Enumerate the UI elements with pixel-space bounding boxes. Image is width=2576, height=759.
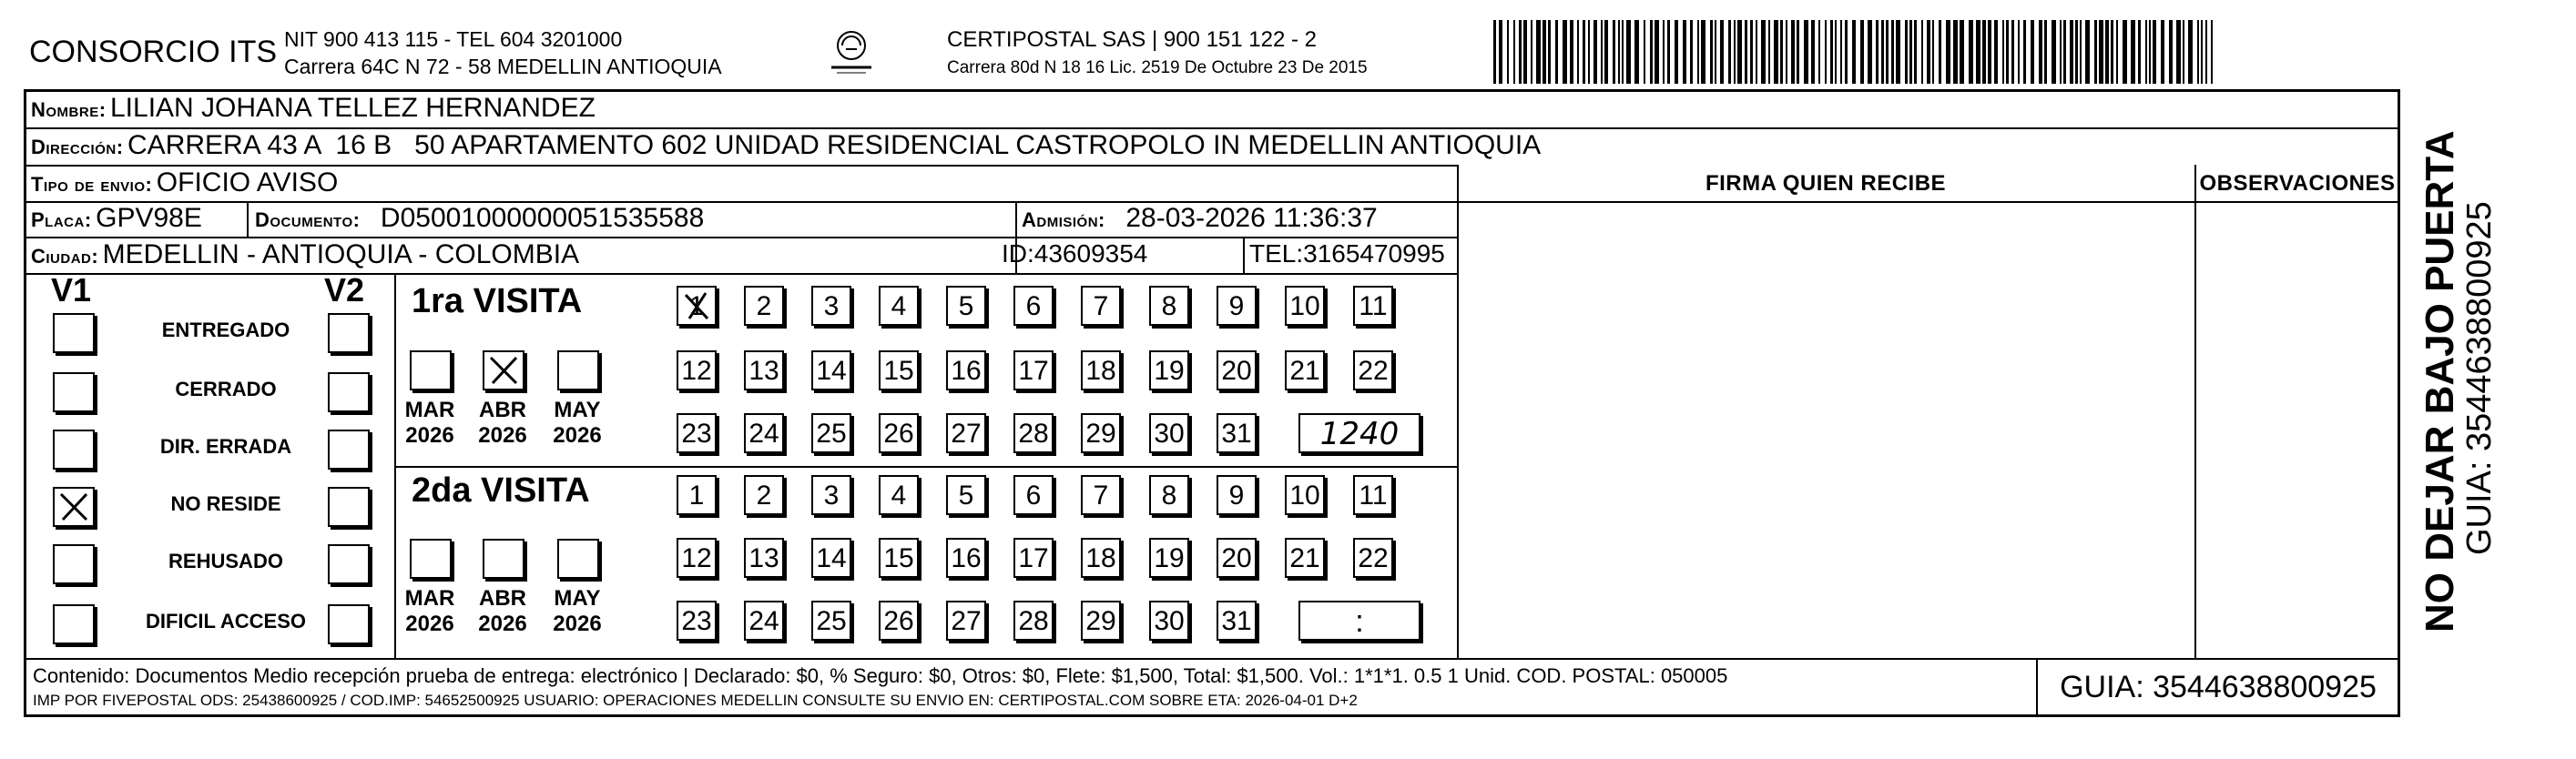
side-warning: NO DEJAR BAJO PUERTA	[2418, 130, 2462, 632]
visit2-day-box[interactable]: 14	[811, 538, 851, 578]
visit2-day-box[interactable]: 9	[1217, 475, 1257, 515]
id-value: 43609354	[1033, 239, 1148, 268]
plate-value: GPV98E	[96, 203, 202, 233]
visit2-month-label: MAR 2026	[404, 586, 455, 636]
barcode-bar	[1745, 20, 1747, 84]
row-line	[25, 165, 1459, 167]
barcode-bar	[1601, 20, 1603, 84]
signature-header: FIRMA QUIEN RECIBE	[1705, 171, 1947, 196]
col-line	[1457, 165, 1459, 658]
barcode-bar	[2116, 20, 2118, 84]
visit1-month-checkbox[interactable]	[410, 350, 452, 390]
visit1-day-box[interactable]: 19	[1149, 350, 1189, 390]
city-row	[31, 239, 579, 270]
reason-label: DIR. ERRADA	[159, 435, 292, 458]
v1-checkbox[interactable]	[53, 372, 95, 412]
barcode-bar	[1626, 20, 1631, 84]
visit1-day-box[interactable]: 30	[1149, 413, 1189, 453]
barcode-bar	[1852, 20, 1856, 84]
barcode-bar	[2188, 20, 2193, 84]
barcode-bar	[2105, 20, 2109, 84]
admission-value: 28-03-2026 11:36:37	[1125, 203, 1378, 233]
id-row	[1002, 239, 1147, 268]
barcode-bar	[2145, 20, 2147, 84]
barcode-bar	[2085, 20, 2090, 84]
v1-checkbox[interactable]	[53, 604, 95, 644]
barcode-bar	[1994, 20, 1998, 84]
carrier-license: Carrera 80d N 18 16 Lic. 2519 De Octubre 23 De 2015	[947, 58, 1368, 77]
barcode-bar	[1613, 20, 1615, 84]
reason-label: DIFICIL ACCESO	[145, 610, 306, 632]
barcode-bar	[1868, 20, 1872, 84]
visit2-day-box[interactable]: 4	[879, 475, 919, 515]
barcode-bar	[1577, 20, 1579, 84]
barcode-bar	[2002, 20, 2004, 84]
visit2-day-box[interactable]: 29	[1081, 601, 1121, 641]
barcode-bar	[1622, 20, 1624, 84]
barcode-bar	[1914, 20, 1917, 84]
visit1-day-box[interactable]: 2	[744, 286, 784, 326]
visit1-day-box[interactable]: 17	[1013, 350, 1054, 390]
barcode-bar	[1909, 20, 1912, 84]
reason-label: ENTREGADO	[161, 319, 290, 341]
footer-contents: Contenido: Documentos Medio recepción prueba de entrega: electrónico | Declarado: $0, % Seguro: $0, Otros: $0, Flete: $1,500, Total: $1,500. Vol.: 1*1*1. 0.5 1 Unid. COD. POSTAL: 050005	[33, 664, 1728, 687]
visit1-day-box[interactable]: 14	[811, 350, 851, 390]
plate-label: Placa:	[31, 208, 92, 231]
visit1-day-box[interactable]: 8	[1149, 286, 1189, 326]
barcode-bar	[1774, 20, 1778, 84]
visit2-day-box[interactable]: 24	[744, 601, 784, 641]
barcode-bar	[1710, 20, 1713, 84]
barcode-bar	[2006, 20, 2009, 84]
plate-row	[31, 203, 202, 234]
barcode-bar	[1946, 20, 1950, 84]
barcode-bar	[1845, 20, 1848, 84]
visit1-day-box[interactable]: 25	[811, 413, 851, 453]
visit1-day-box[interactable]: 6	[1013, 286, 1054, 326]
visit2-day-box[interactable]: 8	[1149, 475, 1189, 515]
city-label: Ciudad:	[31, 245, 99, 268]
visit1-month-label: ABR 2026	[478, 398, 527, 448]
barcode-bar	[1715, 20, 1716, 84]
barcode-bar	[1697, 20, 1699, 84]
visit1-month-label: MAR 2026	[404, 398, 455, 448]
company-address: Carrera 64C N 72 - 58 MEDELLIN ANTIOQUIA	[284, 55, 722, 78]
barcode-bar	[1493, 20, 1496, 84]
visit2-day-box[interactable]: 7	[1081, 475, 1121, 515]
company-name: CONSORCIO ITS	[29, 35, 278, 69]
barcode-bar	[1905, 20, 1908, 84]
barcode-bar	[1519, 20, 1522, 84]
city-value: MEDELLIN - ANTIOQUIA - COLOMBIA	[102, 239, 580, 269]
document-value: D05001000000051535588	[380, 203, 705, 233]
visit2-time-box[interactable]: :	[1298, 601, 1420, 641]
barcode-bar	[1667, 20, 1670, 84]
barcode-bar	[1780, 20, 1783, 84]
visit1-month-checkbox[interactable]	[557, 350, 599, 390]
visit2-day-box[interactable]: 28	[1013, 601, 1054, 641]
v2-checkbox[interactable]	[328, 604, 370, 644]
admission-label: Admisión:	[1022, 208, 1105, 231]
name-label: Nombre:	[31, 98, 107, 121]
visit1-day-box[interactable]: 29	[1081, 413, 1121, 453]
visit1-day-box[interactable]: 22	[1353, 350, 1393, 390]
barcode-bar	[1982, 20, 1986, 84]
visit2-day-box[interactable]: 18	[1081, 538, 1121, 578]
visit1-day-box[interactable]: 11	[1353, 286, 1393, 326]
barcode-bar	[1921, 20, 1923, 84]
barcode-bar	[2044, 20, 2047, 84]
barcode-bar	[1734, 20, 1736, 84]
col-line	[1243, 237, 1245, 273]
barcode-bar	[1499, 20, 1502, 84]
address-row	[31, 130, 1541, 161]
barcode-bar	[2063, 20, 2066, 84]
barcode-bar	[1830, 20, 1833, 84]
visit1-day-box[interactable]: 7	[1081, 286, 1121, 326]
barcode-bar	[2075, 20, 2078, 84]
barcode-bar	[1701, 20, 1705, 84]
visit2-day-box[interactable]: 15	[879, 538, 919, 578]
barcode-bar	[2201, 20, 2203, 84]
barcode-bar	[1634, 20, 1639, 84]
barcode-bar	[1797, 20, 1799, 84]
barcode-bar	[1761, 20, 1766, 84]
barcode-bar	[2176, 20, 2181, 84]
row-line	[25, 273, 1459, 275]
shipment-type: OFICIO AVISO	[156, 167, 339, 197]
v2-checkbox[interactable]	[328, 544, 370, 584]
visit1-day-box[interactable]: 13	[744, 350, 784, 390]
barcode-bar	[2018, 20, 2020, 84]
barcode-bar	[1953, 20, 1958, 84]
type-row	[31, 167, 338, 198]
v1-checkbox[interactable]	[53, 313, 95, 353]
barcode-bar	[1513, 20, 1515, 84]
visit2-day-box[interactable]: 2	[744, 475, 784, 515]
carrier-name: CERTIPOSTAL SAS | 900 151 122 - 2	[947, 27, 1317, 52]
barcode-bar	[1536, 20, 1541, 84]
visit2-day-box[interactable]: 19	[1149, 538, 1189, 578]
visit1-day-box[interactable]: 15	[879, 350, 919, 390]
barcode-bar	[1791, 20, 1795, 84]
barcode-bar	[2153, 20, 2156, 84]
barcode-bar	[1737, 20, 1742, 84]
reason-label: NO RESIDE	[170, 492, 281, 515]
barcode-bar	[1523, 20, 1527, 84]
barcode-bar	[1563, 20, 1567, 84]
tel-value: 3165470995	[1303, 239, 1445, 268]
visit1-day-box[interactable]: 31	[1217, 413, 1257, 453]
name-row	[31, 93, 596, 124]
barcode-bar	[1655, 20, 1659, 84]
reason-label: CERRADO	[175, 378, 277, 400]
barcode-bar	[2039, 20, 2042, 84]
visit2-day-box[interactable]: 3	[811, 475, 851, 515]
company-nit: NIT 900 413 115 - TEL 604 3201000	[284, 27, 623, 51]
v2-checkbox[interactable]	[328, 313, 370, 353]
barcode-bar	[1896, 20, 1900, 84]
visit2-day-box[interactable]: 11	[1353, 475, 1393, 515]
visit1-day-box[interactable]: 3	[811, 286, 851, 326]
barcode-bar	[1728, 20, 1731, 84]
barcode-bar	[1593, 20, 1597, 84]
barcode-bar	[1804, 20, 1808, 84]
visit1-day-box[interactable]: 23	[677, 413, 717, 453]
visit1-day-box[interactable]: 24	[744, 413, 784, 453]
barcode-bar	[1588, 20, 1590, 84]
v2-checkbox[interactable]	[328, 487, 370, 527]
side-guia: GUIA: 3544638800925	[2460, 201, 2499, 555]
barcode-bar	[1690, 20, 1693, 84]
barcode-bar	[1825, 20, 1827, 84]
barcode-bar	[2161, 20, 2164, 84]
type-label: Tipo de envio:	[31, 173, 153, 196]
barcode-bar	[2138, 20, 2141, 84]
visit2-month-checkbox[interactable]	[557, 539, 599, 579]
barcode-bar	[1720, 20, 1724, 84]
visit2-day-box[interactable]: 31	[1217, 601, 1257, 641]
certipostal-logo	[815, 27, 888, 80]
barcode-bar	[1604, 20, 1608, 84]
barcode-bar	[1927, 20, 1930, 84]
address-label: Dirección:	[31, 136, 124, 158]
barcode-bar	[1644, 20, 1645, 84]
barcode-bar	[1860, 20, 1864, 84]
visit2-day-box[interactable]: 17	[1013, 538, 1054, 578]
visit2-day-box[interactable]: 5	[946, 475, 986, 515]
barcode-bar	[1932, 20, 1934, 84]
col-line	[394, 273, 396, 658]
barcode-bar	[2023, 20, 2026, 84]
v1-checkbox[interactable]	[53, 487, 95, 527]
v1-checkbox[interactable]	[53, 544, 95, 584]
visit2-day-box[interactable]: 30	[1149, 601, 1189, 641]
barcode-bar	[1675, 20, 1678, 84]
visit2-day-box[interactable]: 26	[879, 601, 919, 641]
v2-checkbox[interactable]	[328, 430, 370, 470]
barcode-bar	[2183, 20, 2184, 84]
visit1-day-box[interactable]: 9	[1217, 286, 1257, 326]
row-line	[25, 127, 2398, 129]
barcode-bar	[2031, 20, 2034, 84]
visit1-day-box[interactable]: 28	[1013, 413, 1054, 453]
document-label: Documento:	[255, 208, 361, 231]
observations-header: OBSERVACIONES	[2199, 171, 2396, 196]
barcode-bar	[1939, 20, 1941, 84]
barcode-bar	[2211, 20, 2213, 84]
barcode-bar	[2111, 20, 2113, 84]
col-line	[2194, 165, 2196, 658]
visit1-time-box[interactable]: 1240	[1298, 413, 1420, 453]
visit2-day-box[interactable]: 13	[744, 538, 784, 578]
barcode-bar	[1548, 20, 1551, 84]
admission-row	[1022, 203, 1378, 234]
recipient-address: CARRERA 43 A 16 B 50 APARTAMENTO 602 UNIDAD RESIDENCIAL CASTROPOLO IN MEDELLIN ANTIOQUIA	[127, 130, 1542, 160]
visit1-title: 1ra VISITA	[412, 282, 583, 320]
visit2-day-box[interactable]: 20	[1217, 538, 1257, 578]
barcode-bar	[1786, 20, 1787, 84]
v2-checkbox[interactable]	[328, 372, 370, 412]
barcode-bar	[2094, 20, 2097, 84]
document-row	[255, 203, 704, 234]
visit2-month-label: ABR 2026	[478, 586, 527, 636]
visit2-day-box[interactable]: 25	[811, 601, 851, 641]
barcode-bar	[1756, 20, 1757, 84]
v1-label: V1	[51, 271, 92, 309]
visit1-day-box[interactable]: 4	[879, 286, 919, 326]
visit1-month-checkbox[interactable]	[483, 350, 524, 390]
row-line	[25, 658, 2398, 660]
visit2-day-box[interactable]: 12	[677, 538, 717, 578]
row-line	[394, 466, 1459, 468]
barcode-bar	[1891, 20, 1894, 84]
barcode-bar	[1583, 20, 1585, 84]
barcode-bar	[1683, 20, 1686, 84]
tel-row	[1249, 239, 1445, 268]
visit2-month-checkbox[interactable]	[483, 539, 524, 579]
visit2-month-checkbox[interactable]	[410, 539, 452, 579]
visit2-month-label: MAY 2026	[553, 586, 602, 636]
barcode-bar	[2131, 20, 2135, 84]
reason-label: REHUSADO	[168, 550, 283, 572]
barcode-bar	[2123, 20, 2127, 84]
barcode-bar	[2052, 20, 2056, 84]
barcode-bar	[1960, 20, 1964, 84]
barcode-bar	[1969, 20, 1973, 84]
barcode	[1493, 20, 2222, 84]
v1-checkbox[interactable]	[53, 430, 95, 470]
tel-label: TEL:	[1249, 239, 1304, 268]
barcode-bar	[2011, 20, 2014, 84]
visit1-day-box[interactable]: 16	[946, 350, 986, 390]
barcode-bar	[2197, 20, 2199, 84]
visit2-day-box[interactable]: 10	[1285, 475, 1325, 515]
barcode-bar	[1835, 20, 1837, 84]
col-line	[247, 201, 249, 237]
barcode-bar	[1818, 20, 1820, 84]
barcode-bar	[1531, 20, 1532, 84]
id-label: ID:	[1002, 239, 1034, 268]
visit1-day-box[interactable]: 1	[677, 286, 717, 326]
visit1-day-box[interactable]: 18	[1081, 350, 1121, 390]
barcode-bar	[1886, 20, 1889, 84]
barcode-bar	[1543, 20, 1546, 84]
visit1-day-box[interactable]: 26	[879, 413, 919, 453]
barcode-bar	[2080, 20, 2082, 84]
visit2-day-box[interactable]: 22	[1353, 538, 1393, 578]
visit2-day-box[interactable]: 6	[1013, 475, 1054, 515]
barcode-bar	[1840, 20, 1842, 84]
visit1-month-label: MAY 2026	[553, 398, 602, 448]
visit2-day-box[interactable]: 23	[677, 601, 717, 641]
visit2-day-box[interactable]: 21	[1285, 538, 1325, 578]
visit2-title: 2da VISITA	[412, 471, 590, 510]
footer-print-info: IMP POR FIVEPOSTAL ODS: 25438600925 / COD.IMP: 54652500925 USUARIO: OPERACIONES MEDELLIN CONSULTE SU ENVIO EN: CERTIPOSTAL.COM SOBRE ETA: 2026-04-01 D+2	[33, 692, 1358, 709]
visit2-day-box[interactable]: 1	[677, 475, 717, 515]
barcode-bar	[1618, 20, 1620, 84]
visit1-day-box[interactable]: 12	[677, 350, 717, 390]
barcode-bar	[1750, 20, 1753, 84]
visit2-day-box[interactable]: 27	[946, 601, 986, 641]
barcode-bar	[1555, 20, 1558, 84]
barcode-bar	[2070, 20, 2073, 84]
visit1-day-box[interactable]: 20	[1217, 350, 1257, 390]
barcode-bar	[1768, 20, 1770, 84]
frame-bottom-shadow	[24, 714, 2400, 716]
v2-label: V2	[324, 271, 365, 309]
barcode-bar	[2149, 20, 2151, 84]
barcode-bar	[1988, 20, 1991, 84]
barcode-bar	[1811, 20, 1815, 84]
barcode-bar	[1876, 20, 1879, 84]
barcode-bar	[2169, 20, 2173, 84]
barcode-bar	[1570, 20, 1573, 84]
footer-guia: GUIA: 3544638800925	[2060, 670, 2377, 704]
visit1-day-box[interactable]: 10	[1285, 286, 1325, 326]
barcode-bar	[2205, 20, 2207, 84]
barcode-bar	[1650, 20, 1653, 84]
barcode-bar	[2060, 20, 2062, 84]
barcode-bar	[1976, 20, 1980, 84]
barcode-bar	[2099, 20, 2103, 84]
visit1-day-box[interactable]: 21	[1285, 350, 1325, 390]
barcode-bar	[1663, 20, 1665, 84]
barcode-bar	[1507, 20, 1509, 84]
visit1-day-box[interactable]: 27	[946, 413, 986, 453]
visit1-day-box[interactable]: 5	[946, 286, 986, 326]
recipient-name: LILIAN JOHANA TELLEZ HERNANDEZ	[110, 93, 596, 123]
visit2-day-box[interactable]: 16	[946, 538, 986, 578]
barcode-bar	[1881, 20, 1884, 84]
